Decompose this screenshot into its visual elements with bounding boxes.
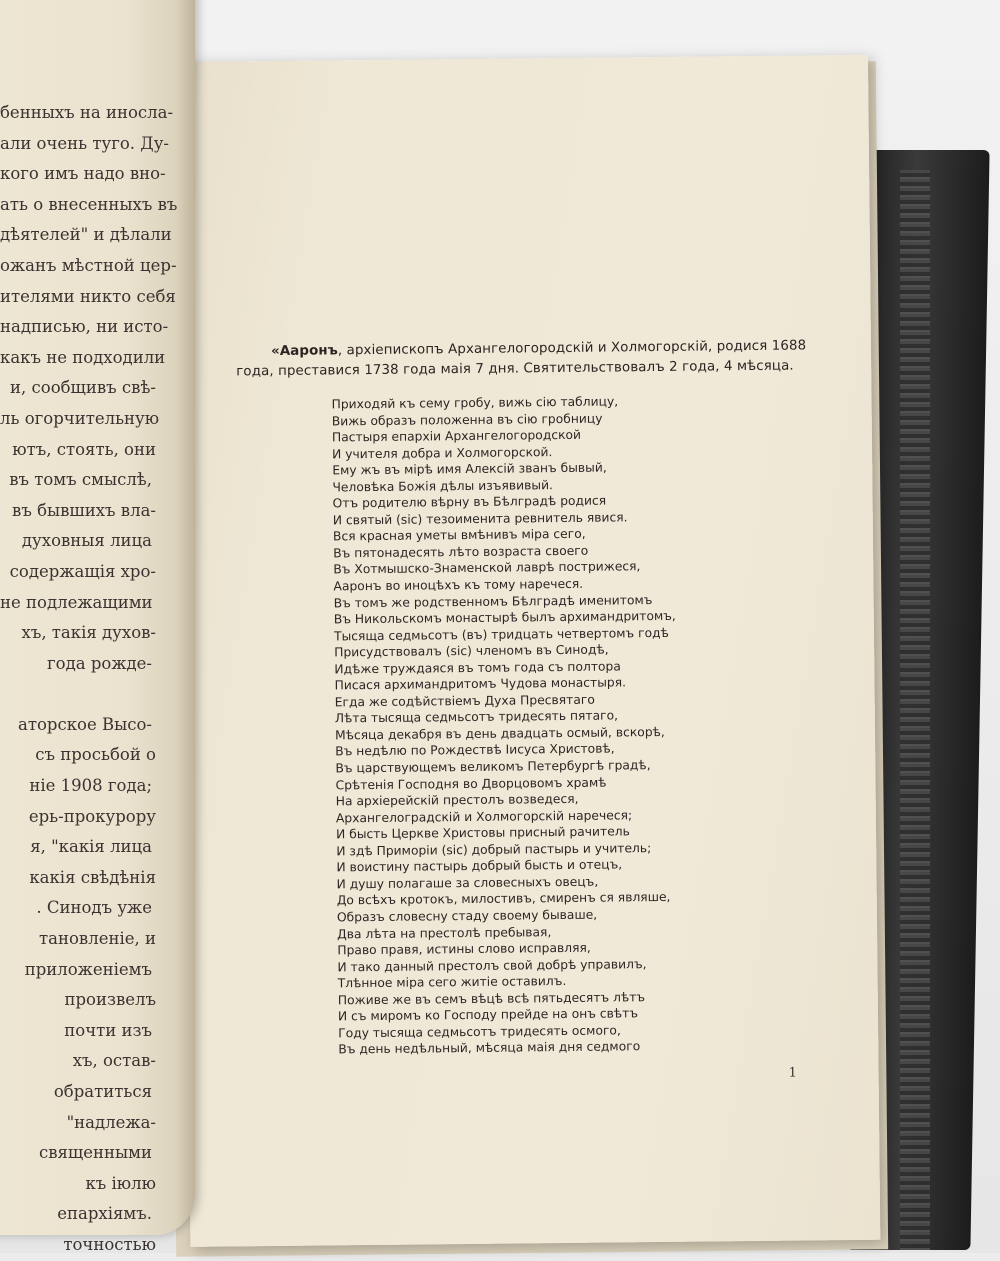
poem-line: Году тысяща седмьсотъ тридесять осмого, — [338, 1023, 621, 1041]
left-page-line: ителями никто себя — [0, 286, 176, 306]
right-page — [178, 55, 880, 1247]
left-page-line: ать о внесенныхъ въ — [0, 194, 178, 214]
left-page-line: священными — [38, 1143, 152, 1163]
left-page-line: какъ не подходили — [0, 347, 166, 367]
poem-line: Приходяй къ сему гробу, вижь сію таблицу, — [331, 394, 619, 412]
left-page-line: обратиться — [53, 1082, 152, 1101]
entry-header-line-1 — [271, 338, 871, 359]
left-page-line: не подлежащими — [0, 592, 153, 612]
poem-line: Въ недѣлю по Рождествѣ Іисуса Христовѣ, — [335, 741, 615, 759]
left-page-line: духовныя лица — [21, 531, 152, 551]
poem-line: Право правя, истины слово исправляя, — [337, 940, 591, 958]
poem-line: Пастыря епархіи Архангелогородской — [331, 427, 582, 445]
poem-line: Въ Хотмышско-Знаменской лаврѣ пострижеся, — [333, 559, 641, 577]
left-page-line: ніе 1908 года; — [29, 776, 152, 796]
poem-line: Образъ словесну стаду своему бываше, — [336, 907, 598, 925]
poem-line: На архіерейскій престолъ возведеся, — [335, 791, 579, 809]
entry-header-rest: , архіепископъ Архангелогородскій и Холмогорскій, родися 1688 — [337, 338, 807, 359]
left-page-line: ерь-прокурору — [28, 806, 156, 826]
poem-line: Въ Никольскомъ монастырѣ былъ архимандритомъ, — [333, 608, 676, 627]
left-page-line: съ просьбой о — [35, 745, 156, 765]
left-page-line: али очень туго. Ду- — [0, 133, 169, 153]
poem-line: Два лѣта на престолѣ пребывая, — [337, 924, 552, 941]
poem-line: И учителя добра и Холмогорской. — [332, 444, 553, 462]
poem-line: Поживе же въ семъ вѣцѣ всѣ пятьдесятъ лѣтъ — [337, 989, 646, 1008]
left-page-line: произвелъ — [64, 990, 156, 1010]
poem-line: Въ пятонадесять лѣто возраста своего — [333, 543, 589, 561]
page-body — [178, 55, 880, 1247]
left-page-line: ль огорчительную — [0, 408, 160, 428]
left-page-text — [0, 98, 200, 1261]
poem-line: Въ томъ же родственномъ Бѣлградѣ именитомъ — [333, 592, 653, 610]
poem-line: Въ царствующемъ великомъ Петербургѣ градѣ, — [335, 758, 651, 776]
left-page-line: хъ, остав- — [72, 1051, 156, 1071]
entry-name: «Ааронъ — [270, 343, 338, 360]
left-page-line: дѣятелей" и дѣлали — [0, 225, 172, 245]
poem-line: И воистину пастырь добрый бысть и отецъ, — [336, 857, 623, 875]
left-page-line: и, сообщивъ свѣ- — [10, 378, 156, 398]
poem-line: Вижь образъ положенна въ сію гробницу — [331, 411, 603, 428]
left-page-line: приложеніемъ — [24, 959, 152, 979]
left-page-line: тановленіе, и — [39, 929, 156, 949]
page-number: 1 — [788, 1065, 797, 1081]
poem-line: Егда же содѣйствіемъ Духа Пресвятаго — [334, 692, 595, 710]
poem-line: Тлѣнное міра сего житіе оставилъ. — [337, 974, 567, 991]
poem-line: Вся красная уметы вмѣнивъ міра сего, — [332, 527, 586, 544]
poem-line: Присудствовалъ (sic) членомъ въ Синодѣ, — [334, 642, 609, 660]
entry-header-line-2: года, преставися 1738 года маія 7 дня. Святительствовалъ 2 года, 4 мѣсяца. — [236, 358, 794, 380]
left-page-line: кого имъ надо вно- — [0, 164, 166, 184]
left-page-line: надписью, ни исто- — [0, 317, 169, 337]
poem-line: Мѣсяца декабря въ день двадцать осмый, вскорѣ, — [334, 724, 665, 743]
poem-line: Срѣтенія Господня во Дворцовомъ храмѣ — [335, 775, 607, 792]
epitaph-poem — [332, 392, 759, 1058]
poem-line: Ааронъ во иноцѣхъ къ тому наречеся. — [333, 576, 584, 594]
poem-line: И святый (sic) тезоименита ревнитель явися. — [332, 510, 628, 528]
poem-line: До всѣхъ кротокъ, милостивъ, смиренъ ся являше, — [336, 890, 671, 908]
left-page-line: я, "какія лица — [30, 837, 152, 857]
poem-line: Ему жъ въ мірѣ имя Алексій званъ бывый, — [332, 460, 607, 478]
left-page-line: въ бывшихъ вла- — [12, 500, 156, 520]
poem-line: И бысть Церкве Христовы присный рачитель — [336, 824, 630, 842]
left-page-line: . Синодъ уже — [36, 898, 152, 918]
left-page-line: ожанъ мѣстной цер- — [0, 255, 177, 275]
poem-line: И душу полагаше за словесныхъ овецъ, — [336, 874, 599, 892]
left-page-line: точностью — [63, 1234, 156, 1254]
poem-line: И съ миромъ ко Господу прейде на онъ свѣтъ — [337, 1006, 639, 1024]
poem-line: И тако данный престолъ свой добрѣ управилъ, — [337, 956, 647, 974]
left-page-line: епархіямъ. — [57, 1204, 152, 1224]
left-page-line: аторское Высо- — [18, 714, 152, 734]
left-page-line: бенныхъ на иносла- — [0, 103, 174, 122]
poem-line: Въ день недѣльный, мѣсяца маія дня седмого — [338, 1039, 641, 1057]
poem-line: И здѣ Приморіи (sic) добрый пастырь и учитель; — [336, 840, 652, 859]
poem-line: Человѣка Божія дѣлы изъявивый. — [332, 477, 554, 495]
poem-line: Отъ родителю вѣрну въ Бѣлградѣ родися — [332, 493, 607, 511]
cover-edge — [900, 170, 930, 1250]
left-page-line: почти изъ — [64, 1020, 152, 1040]
left-page-line: какія свѣдѣнія — [29, 867, 156, 887]
poem-line: Лѣта тысяща седмьсотъ тридесять пятаго, — [334, 708, 619, 726]
left-page-line — [0, 679, 156, 710]
poem-line: Архангелоградскій и Холмогорскій наречеся; — [335, 807, 633, 826]
left-page-line: хъ, такія духов- — [21, 623, 156, 643]
left-page-line: года рожде- — [47, 653, 152, 673]
left-page-line: содержащія хро- — [9, 561, 156, 581]
poem-line: Тысяща седмьсотъ (въ) тридцать четвертомъ годѣ — [333, 625, 669, 644]
poem-line: Писася архимандритомъ Чудова монастыря. — [334, 675, 627, 693]
left-page-line: къ іюлю — [85, 1173, 156, 1193]
left-page-line: въ томъ смыслѣ, — [9, 470, 152, 490]
poem-line: Идѣже труждаяся въ томъ года съ полтора — [334, 659, 621, 677]
left-page — [0, 0, 195, 1254]
left-page-line: "надлежа- — [66, 1112, 156, 1132]
left-page-line: ютъ, стоять, они — [12, 439, 156, 459]
